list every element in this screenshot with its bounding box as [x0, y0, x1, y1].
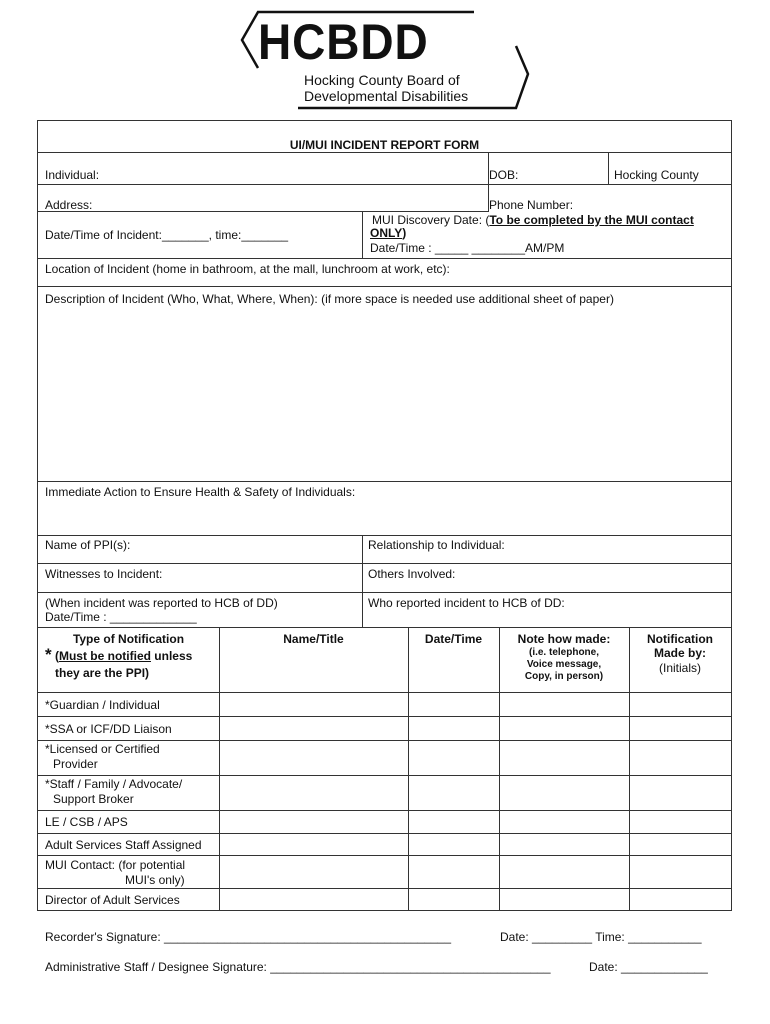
divider [362, 535, 363, 627]
must-notified-note [45, 645, 193, 664]
divider [38, 481, 731, 482]
admin-date-field[interactable]: Date: _____________ [589, 960, 708, 974]
divider [219, 627, 220, 911]
name-title-header: Name/Title [283, 632, 344, 646]
note-how-sub-3: Copy, in person) [524, 671, 604, 682]
divider [38, 286, 731, 287]
incident-report-form [37, 120, 732, 911]
divider [362, 211, 363, 259]
divider [38, 535, 731, 536]
divider [38, 740, 731, 741]
divider [38, 855, 731, 856]
divider [38, 152, 731, 153]
open-paren: ( [54, 649, 59, 663]
notify-row-label: MUI Contact: (for potential [45, 858, 186, 872]
mui-only-text: ONLY [370, 226, 403, 240]
notify-row-label-2: MUI's only) [125, 873, 185, 887]
notify-row-label: LE / CSB / APS [45, 815, 128, 829]
divider [38, 692, 731, 693]
divider [38, 184, 731, 185]
divider [38, 258, 731, 259]
unless-text: unless [150, 649, 193, 663]
divider [38, 563, 731, 564]
divider [408, 627, 409, 911]
note-how-sub-2: Voice message, [526, 659, 602, 670]
hcbdd-logo [238, 8, 538, 112]
notify-row-label: Adult Services Staff Assigned [45, 838, 202, 852]
reported-when-label: (When incident was reported to HCB of DD) [45, 596, 278, 610]
notify-row-label-2: Provider [53, 757, 98, 771]
location-field[interactable]: Location of Incident (home in bathroom, at the mall, lunchroom at work, etc): [45, 262, 450, 276]
ppi-name-field[interactable]: Name of PPI(s): [45, 538, 131, 552]
asterisk-mark: * [45, 645, 52, 664]
notify-row-label-2: Support Broker [53, 792, 134, 806]
county-label: Hocking County [614, 168, 699, 182]
must-notified-text: Must be notified [58, 649, 151, 663]
notify-row-label: *Staff / Family / Advocate/ [45, 777, 183, 791]
description-field[interactable]: Description of Incident (Who, What, Where, When): (if more space is needed use additional sheet of paper) [45, 292, 614, 306]
mui-discovery-only [370, 226, 406, 240]
mui-discovery-prefix: MUI Discovery Date: ( [372, 213, 490, 227]
divider [38, 592, 731, 593]
made-by-header-2: Made by: [653, 646, 706, 660]
ppi-note: they are the PPI) [55, 666, 150, 680]
divider [608, 152, 609, 184]
note-how-sub-1: (i.e. telephone, [528, 647, 599, 658]
admin-signature-field[interactable]: Administrative Staff / Designee Signature: __________________________________________ [45, 960, 551, 974]
notify-row-label: *Guardian / Individual [45, 698, 160, 712]
notify-row-label: Director of Adult Services [45, 893, 180, 907]
logo-line-1: Hocking County Board of [304, 72, 460, 88]
who-reported-field[interactable]: Who reported incident to HCB of DD: [368, 596, 565, 610]
dob-field[interactable]: DOB: [489, 168, 519, 182]
divider [363, 211, 488, 212]
incident-datetime-field[interactable]: Date/Time of Incident:_______, time:_______ [45, 228, 289, 242]
reported-datetime-field[interactable]: Date/Time : _____________ [45, 610, 197, 624]
witnesses-field[interactable]: Witnesses to Incident: [45, 567, 163, 581]
divider [38, 627, 731, 628]
made-by-header-1: Notification [647, 632, 713, 646]
immediate-action-field[interactable]: Immediate Action to Ensure Health & Safety of Individuals: [45, 485, 356, 499]
divider [38, 810, 731, 811]
note-how-header: Note how made: [517, 632, 611, 646]
made-by-header-3: (Initials) [658, 661, 701, 675]
recorder-signature-field[interactable]: Recorder's Signature: ___________________________________________ [45, 930, 451, 944]
mui-discovery-note: To be completed by the MUI contact [489, 213, 694, 227]
divider [38, 833, 731, 834]
notify-row-label: *Licensed or Certified [45, 742, 160, 756]
mui-datetime-field[interactable]: Date/Time : _____ ________AM/PM [370, 241, 565, 255]
mui-discovery-label [372, 213, 694, 227]
divider [38, 888, 731, 889]
individual-field[interactable]: Individual: [45, 168, 100, 182]
relationship-field[interactable]: Relationship to Individual: [368, 538, 505, 552]
phone-field[interactable]: Phone Number: [489, 198, 574, 212]
address-field[interactable]: Address: [45, 198, 93, 212]
logo-initials: HCBDD [258, 14, 429, 70]
logo-line-2: Developmental Disabilities [304, 88, 469, 104]
recorder-date-time-field[interactable]: Date: _________ Time: ___________ [500, 930, 702, 944]
others-involved-field[interactable]: Others Involved: [368, 567, 456, 581]
type-of-notification-header: Type of Notification [72, 632, 185, 646]
mui-close-paren: ) [402, 226, 407, 240]
date-time-header: Date/Time [424, 632, 483, 646]
divider [38, 775, 731, 776]
notify-row-label: *SSA or ICF/DD Liaison [45, 722, 172, 736]
divider [38, 716, 731, 717]
form-title: UI/MUI INCIDENT REPORT FORM [289, 138, 480, 152]
